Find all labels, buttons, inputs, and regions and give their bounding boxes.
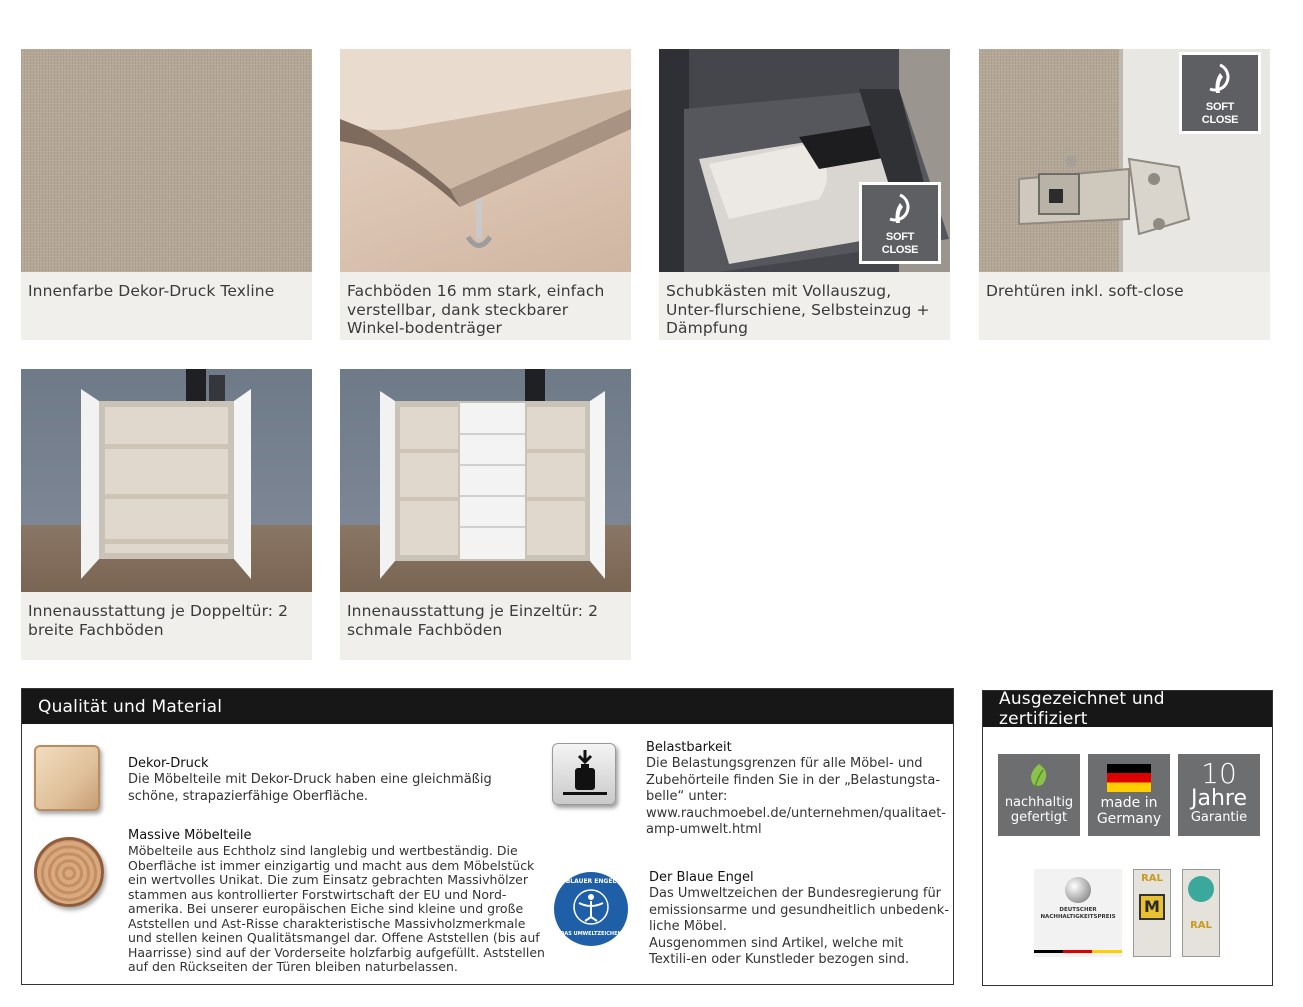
shelf-bracket-image — [340, 49, 631, 272]
tile-doppeltuer — [21, 369, 312, 660]
wood-block-icon — [34, 745, 100, 811]
ral-green-mark: RAL — [1182, 869, 1220, 957]
garantie-cert: 10 Jahre Garantie — [1178, 754, 1260, 836]
tile-drehtueren — [979, 49, 1270, 340]
belast-title: Belastbarkeit — [646, 740, 732, 755]
weight-load-icon — [552, 743, 616, 805]
german-flag-icon — [1107, 764, 1151, 792]
soft-close-badge: SOFT CLOSE — [1179, 52, 1261, 134]
engel-text-2: Ausgenommen sind Artikel, welche mit Textili-en oder Kunstleder bezogen sind. — [649, 935, 910, 967]
tile-caption: Drehtüren inkl. soft-close — [986, 282, 1184, 300]
tile-caption: Innenfarbe Dekor-Druck Texline — [28, 282, 275, 300]
soft-close-icon — [886, 193, 914, 225]
drawer-image — [659, 49, 950, 272]
nachhaltig-cert: nachhaltig gefertigt — [998, 754, 1080, 836]
fabric-texture-image — [21, 49, 312, 272]
belast-text: Die Belastungsgrenzen für alle Möbel- und Zubehörteile finden Sie in der „Belastungsta-belle“ unter: www.rauchmoebel.de/unternehmen/qualitaet-amp-umwelt.html — [646, 756, 946, 837]
certified-panel — [982, 690, 1273, 986]
soft-close-badge: SOFT CLOSE — [859, 182, 941, 264]
award-sphere-icon — [1065, 877, 1091, 903]
tile-caption: Fachböden 16 mm stark, einfach verstellbar, dank steckbarer Winkel-bodenträger — [347, 282, 605, 337]
engel-text-1: Das Umweltzeichen der Bundesregierung für emissionsarme und gesundheitlich unbedenk-liche Möbel. — [649, 886, 950, 934]
nachhaltigkeitspreis-logo: DEUTSCHER NACHHALTIGKEITSPREIS — [1034, 869, 1122, 957]
dekor-text: Die Möbelteile mit Dekor-Druck haben eine gleichmäßig schöne, strapazierfähige Oberfläche. — [128, 772, 492, 804]
tree-rings-icon — [34, 837, 104, 907]
massiv-item — [128, 828, 548, 975]
tile-caption: Schubkästen mit Vollauszug, Unter-flurschiene, Selbsteinzug + Dämpfung — [666, 282, 930, 337]
angel-icon — [571, 887, 611, 927]
tile-innenfarbe — [21, 49, 312, 340]
tile-caption: Innenausstattung je Einzeltür: 2 schmale Fachböden — [347, 602, 599, 639]
tile-schubkaesten — [659, 49, 950, 340]
seal-top-text: BLAUER ENGEL — [565, 878, 617, 885]
blauer-engel-seal — [554, 872, 628, 946]
hinge-image — [979, 49, 1270, 272]
belast-item — [646, 740, 946, 839]
certified-panel-header — [983, 691, 1272, 727]
cabinet-single-door-image — [340, 369, 631, 592]
dekor-item — [128, 756, 528, 805]
quality-title: Qualität und Material — [38, 696, 223, 717]
massiv-text: Möbelteile aus Echtholz sind langlebig und wertbeständig. Die Oberfläche ist immer einzigartig und macht aus dem Möbelstück ein wertvolles Unikat. Die zum Einsatz gebrachten Massivhölzer stammen aus kontrollierter Forstwirtschaft der EU und Nord-amerika. Bei unserer europäischen Eiche sind kleine und große Aststellen und Ast-Risse charakteristische Massivholzmerkmale und stellen keinen Qualitätsmangel dar. Offene Aststellen (bis auf Haarrisse) sind auf der Vorderseite holzfarbig aufgefüllt. Aststellen auf den Rückseiten der Türen bleiben naturbelassen. — [128, 843, 545, 974]
cabinet-double-door-image — [21, 369, 312, 592]
massiv-title: Massive Möbelteile — [128, 828, 252, 843]
seal-bottom-text: DAS UMWELTZEICHEN — [560, 931, 622, 937]
ral-quality-mark: RAL M — [1133, 869, 1171, 957]
engel-title: Der Blaue Engel — [649, 870, 754, 885]
dekor-title: Dekor-Druck — [128, 756, 209, 771]
tile-einzeltuer — [340, 369, 631, 660]
quality-panel — [21, 688, 954, 985]
leaf-icon — [1027, 762, 1051, 790]
soft-close-icon — [1206, 63, 1234, 95]
engel-item — [649, 870, 949, 969]
certified-title: Ausgezeichnet und zertifiziert — [999, 689, 1165, 729]
made-in-germany-cert: made in Germany — [1088, 754, 1170, 836]
tile-fachboeden — [340, 49, 631, 340]
quality-panel-header — [22, 689, 953, 724]
tile-caption: Innenausstattung je Doppeltür: 2 breite Fachböden — [28, 602, 289, 639]
